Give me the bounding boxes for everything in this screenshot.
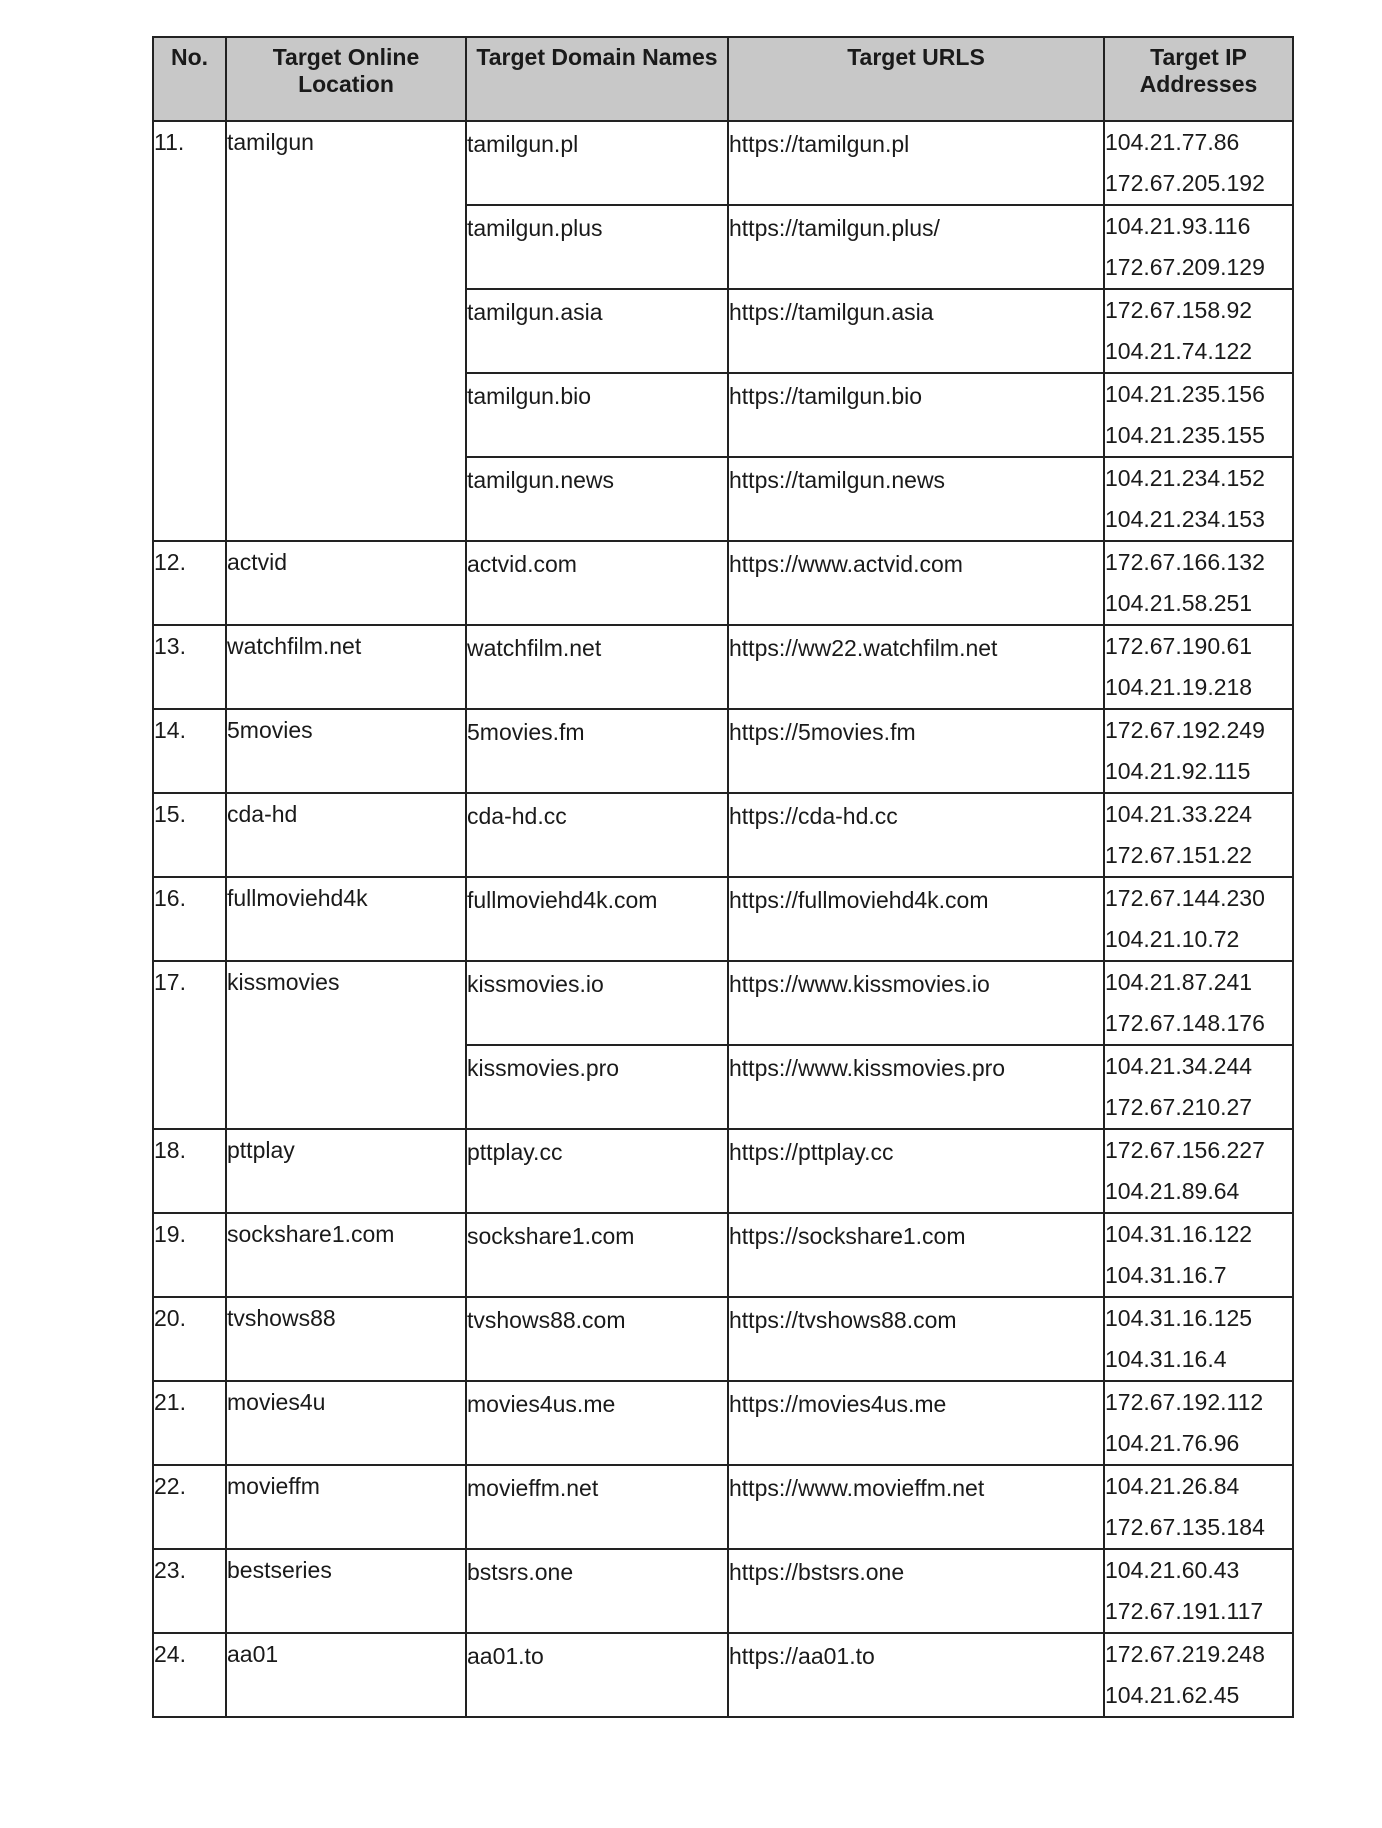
ip-address: 104.31.16.7: [1105, 1262, 1227, 1288]
table-row: [153, 961, 1293, 1045]
target-url: https://pttplay.cc: [729, 1139, 894, 1165]
domain-cell: [466, 1381, 728, 1465]
ip-cell: [1104, 1633, 1293, 1717]
url-cell: [728, 1045, 1104, 1129]
ip-address: 104.21.87.241: [1105, 969, 1253, 995]
domain-name: sockshare1.com: [467, 1223, 635, 1249]
url-cell: [728, 625, 1104, 709]
row-number: 17.: [153, 961, 226, 1129]
ip-address: 104.21.235.156: [1105, 381, 1265, 407]
url-cell: [728, 1381, 1104, 1465]
ip-cell: [1104, 121, 1293, 205]
ip-cell: [1104, 1045, 1293, 1129]
target-location: 5movies: [226, 709, 466, 793]
domain-name: tamilgun.news: [467, 467, 615, 493]
ip-cell: [1104, 877, 1293, 961]
target-url: https://cda-hd.cc: [729, 803, 898, 829]
table-row: [153, 709, 1293, 793]
domain-cell: [466, 961, 728, 1045]
domain-name: tamilgun.asia: [467, 299, 603, 325]
table-row: [153, 793, 1293, 877]
url-cell: [728, 961, 1104, 1045]
table-row: [153, 541, 1293, 625]
row-number: 15.: [153, 793, 226, 877]
table-row: [153, 1129, 1293, 1213]
ip-address: 104.21.76.96: [1105, 1430, 1240, 1456]
ip-address: 172.67.158.92: [1105, 297, 1253, 323]
header-domain: Target Domain Names: [466, 37, 728, 121]
table-row: [153, 1297, 1293, 1381]
target-table: [152, 36, 1294, 1718]
target-url: https://sockshare1.com: [729, 1223, 966, 1249]
url-cell: [728, 121, 1104, 205]
ip-address: 104.21.26.84: [1105, 1473, 1240, 1499]
ip-address: 172.67.210.27: [1105, 1094, 1253, 1120]
header-url: Target URLS: [728, 37, 1104, 121]
url-cell: [728, 793, 1104, 877]
domain-name: fullmoviehd4k.com: [467, 887, 658, 913]
ip-cell: [1104, 625, 1293, 709]
domain-name: movies4us.me: [467, 1391, 616, 1417]
target-url: https://fullmoviehd4k.com: [729, 887, 989, 913]
domain-name: actvid.com: [467, 551, 577, 577]
ip-address: 172.67.135.184: [1105, 1514, 1265, 1540]
target-location: bestseries: [226, 1549, 466, 1633]
ip-address: 104.21.234.153: [1105, 506, 1265, 532]
ip-address: 172.67.148.176: [1105, 1010, 1265, 1036]
domain-cell: [466, 121, 728, 205]
table-row: [153, 877, 1293, 961]
row-number: 23.: [153, 1549, 226, 1633]
url-cell: [728, 541, 1104, 625]
row-number: 22.: [153, 1465, 226, 1549]
ip-address: 104.21.89.64: [1105, 1178, 1240, 1204]
table-row: [153, 121, 1293, 205]
row-number: 19.: [153, 1213, 226, 1297]
domain-name: tvshows88.com: [467, 1307, 626, 1333]
table-body: [153, 121, 1293, 1717]
domain-cell: [466, 373, 728, 457]
ip-address: 104.21.10.72: [1105, 926, 1240, 952]
ip-address: 172.67.151.22: [1105, 842, 1253, 868]
target-url: https://5movies.fm: [729, 719, 916, 745]
row-number: 14.: [153, 709, 226, 793]
target-location: tamilgun: [226, 121, 466, 541]
url-cell: [728, 877, 1104, 961]
ip-address: 104.31.16.4: [1105, 1346, 1227, 1372]
domain-cell: [466, 289, 728, 373]
table-row: [153, 1633, 1293, 1717]
domain-cell: [466, 1213, 728, 1297]
row-number: 16.: [153, 877, 226, 961]
target-url: https://tamilgun.bio: [729, 383, 923, 409]
ip-address: 172.67.156.227: [1105, 1137, 1265, 1163]
ip-cell: [1104, 373, 1293, 457]
ip-address: 104.21.58.251: [1105, 590, 1253, 616]
url-cell: [728, 457, 1104, 541]
ip-address: 172.67.219.248: [1105, 1641, 1265, 1667]
domain-cell: [466, 541, 728, 625]
target-url: https://tamilgun.asia: [729, 299, 934, 325]
url-cell: [728, 1297, 1104, 1381]
domain-name: watchfilm.net: [467, 635, 602, 661]
domain-cell: [466, 1297, 728, 1381]
ip-cell: [1104, 709, 1293, 793]
domain-name: tamilgun.plus: [467, 215, 603, 241]
url-cell: [728, 1549, 1104, 1633]
target-location: kissmovies: [226, 961, 466, 1129]
header-ip: Target IP Addresses: [1104, 37, 1293, 121]
domain-name: cda-hd.cc: [467, 803, 567, 829]
table-row: [153, 1549, 1293, 1633]
domain-name: movieffm.net: [467, 1475, 599, 1501]
ip-address: 104.21.92.115: [1105, 758, 1251, 784]
ip-cell: [1104, 457, 1293, 541]
ip-cell: [1104, 1549, 1293, 1633]
target-url: https://tamilgun.pl: [729, 131, 910, 157]
target-url: https://www.kissmovies.pro: [729, 1055, 1006, 1081]
ip-address: 104.21.93.116: [1105, 213, 1251, 239]
url-cell: [728, 205, 1104, 289]
ip-address: 104.21.33.224: [1105, 801, 1253, 827]
ip-address: 104.21.19.218: [1105, 674, 1253, 700]
target-url: https://aa01.to: [729, 1643, 875, 1669]
target-location: aa01: [226, 1633, 466, 1717]
domain-name: bstsrs.one: [467, 1559, 574, 1585]
domain-cell: [466, 1633, 728, 1717]
domain-name: tamilgun.pl: [467, 131, 579, 157]
domain-name: aa01.to: [467, 1643, 544, 1669]
ip-address: 104.21.62.45: [1105, 1682, 1240, 1708]
ip-address: 172.67.166.132: [1105, 549, 1265, 575]
target-url: https://tvshows88.com: [729, 1307, 957, 1333]
domain-cell: [466, 1129, 728, 1213]
target-location: actvid: [226, 541, 466, 625]
ip-cell: [1104, 1213, 1293, 1297]
domain-cell: [466, 1045, 728, 1129]
ip-cell: [1104, 1129, 1293, 1213]
ip-address: 172.67.192.112: [1105, 1389, 1264, 1415]
ip-cell: [1104, 1465, 1293, 1549]
table-row: [153, 1381, 1293, 1465]
ip-address: 104.21.77.86: [1105, 129, 1240, 155]
row-number: 18.: [153, 1129, 226, 1213]
url-cell: [728, 1213, 1104, 1297]
target-url: https://bstsrs.one: [729, 1559, 905, 1585]
domain-cell: [466, 625, 728, 709]
ip-address: 172.67.192.249: [1105, 717, 1265, 743]
row-number: 21.: [153, 1381, 226, 1465]
row-number: 13.: [153, 625, 226, 709]
target-location: movieffm: [226, 1465, 466, 1549]
ip-address: 104.31.16.122: [1105, 1221, 1253, 1247]
table-row: [153, 1213, 1293, 1297]
header-no: No.: [153, 37, 226, 121]
url-cell: [728, 1129, 1104, 1213]
target-url: https://movies4us.me: [729, 1391, 947, 1417]
table-row: [153, 625, 1293, 709]
table-row: [153, 1465, 1293, 1549]
domain-cell: [466, 709, 728, 793]
target-location: pttplay: [226, 1129, 466, 1213]
url-cell: [728, 289, 1104, 373]
url-cell: [728, 1465, 1104, 1549]
ip-cell: [1104, 793, 1293, 877]
url-cell: [728, 709, 1104, 793]
domain-cell: [466, 1465, 728, 1549]
url-cell: [728, 373, 1104, 457]
target-url: https://tamilgun.plus/: [729, 215, 940, 241]
ip-address: 172.67.144.230: [1105, 885, 1265, 911]
ip-cell: [1104, 541, 1293, 625]
ip-cell: [1104, 961, 1293, 1045]
ip-address: 172.67.209.129: [1105, 254, 1265, 280]
target-url: https://ww22.watchfilm.net: [729, 635, 998, 661]
domain-cell: [466, 205, 728, 289]
ip-address: 104.21.34.244: [1105, 1053, 1253, 1079]
domain-name: kissmovies.pro: [467, 1055, 620, 1081]
target-location: cda-hd: [226, 793, 466, 877]
ip-address: 172.67.190.61: [1105, 633, 1253, 659]
target-url: https://www.movieffm.net: [729, 1475, 985, 1501]
target-location: movies4u: [226, 1381, 466, 1465]
target-url: https://www.actvid.com: [729, 551, 963, 577]
domain-name: tamilgun.bio: [467, 383, 592, 409]
header-location: Target Online Location: [226, 37, 466, 121]
target-location: tvshows88: [226, 1297, 466, 1381]
ip-address: 172.67.191.117: [1105, 1598, 1264, 1624]
ip-address: 104.21.74.122: [1105, 338, 1253, 364]
ip-cell: [1104, 1297, 1293, 1381]
domain-cell: [466, 793, 728, 877]
table-header: [153, 37, 1293, 121]
target-location: watchfilm.net: [226, 625, 466, 709]
row-number: 20.: [153, 1297, 226, 1381]
target-url: https://www.kissmovies.io: [729, 971, 990, 997]
ip-cell: [1104, 289, 1293, 373]
domain-cell: [466, 877, 728, 961]
domain-name: pttplay.cc: [467, 1139, 563, 1165]
target-location: fullmoviehd4k: [226, 877, 466, 961]
ip-address: 104.21.234.152: [1105, 465, 1265, 491]
domain-cell: [466, 457, 728, 541]
row-number: 11.: [153, 121, 226, 541]
domain-name: 5movies.fm: [467, 719, 585, 745]
target-location: sockshare1.com: [226, 1213, 466, 1297]
ip-address: 104.21.60.43: [1105, 1557, 1240, 1583]
row-number: 12.: [153, 541, 226, 625]
domain-cell: [466, 1549, 728, 1633]
url-cell: [728, 1633, 1104, 1717]
domain-name: kissmovies.io: [467, 971, 604, 997]
ip-cell: [1104, 1381, 1293, 1465]
target-url: https://tamilgun.news: [729, 467, 946, 493]
ip-cell: [1104, 205, 1293, 289]
ip-address: 104.31.16.125: [1105, 1305, 1253, 1331]
header-row: [153, 37, 1293, 121]
ip-address: 104.21.235.155: [1105, 422, 1265, 448]
row-number: 24.: [153, 1633, 226, 1717]
ip-address: 172.67.205.192: [1105, 170, 1265, 196]
